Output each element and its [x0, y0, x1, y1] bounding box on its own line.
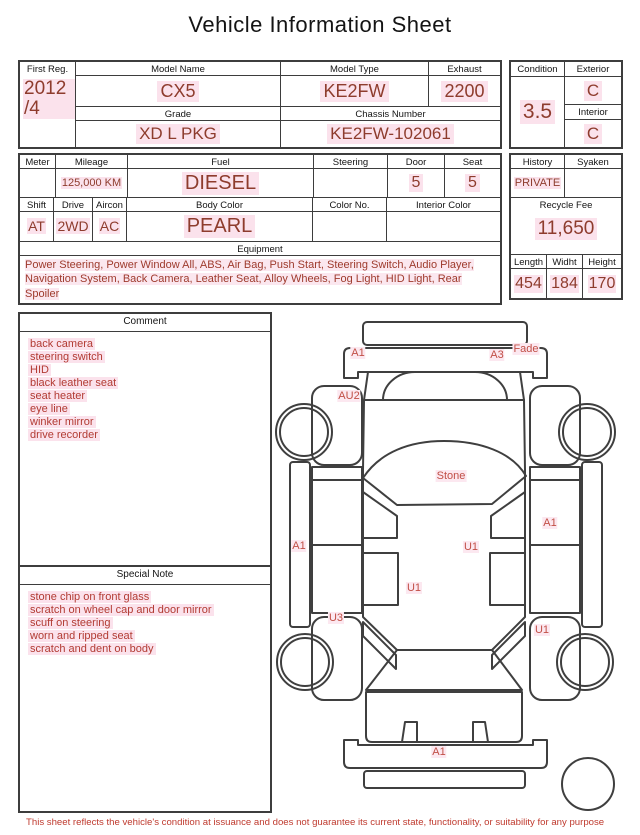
damage-label: Stone — [436, 470, 466, 482]
height-label: Height — [588, 257, 616, 268]
color-no-value — [313, 212, 387, 240]
comment-label: Comment — [20, 314, 270, 332]
model-name-value: CX5 — [76, 76, 281, 106]
condition-box — [509, 60, 623, 149]
drive-label: Drive — [54, 198, 93, 211]
width-label: Widht — [547, 255, 583, 268]
comment-item: back camera — [30, 338, 93, 350]
comment-item: winker mirror — [30, 416, 94, 428]
chassis-number-value: KE2FW-102061 — [281, 121, 500, 147]
comment-item: black leather seat — [30, 377, 117, 389]
fuel-value: DIESEL — [128, 169, 314, 197]
body-color-value: PEARL — [127, 212, 313, 240]
meter-value — [20, 169, 56, 197]
recycle-fee-value: 11,650 — [511, 211, 621, 247]
history-box — [509, 153, 623, 300]
width-value: 184 — [547, 269, 583, 298]
identification-table — [18, 60, 502, 149]
mileage-label: Mileage — [56, 155, 128, 168]
door-label: Door — [388, 155, 445, 168]
seat-value: 5 — [445, 169, 500, 197]
damage-label: A1 — [292, 540, 306, 552]
damage-label: Fade — [513, 343, 539, 355]
model-name-label: Model Name — [76, 62, 281, 75]
syaken-label: Syaken — [577, 157, 609, 168]
damage-label: A1 — [543, 517, 557, 529]
damage-label: A3 — [490, 349, 504, 361]
equipment-label: Equipment — [20, 242, 500, 256]
comment-item: steering switch — [30, 351, 103, 363]
meter-label: Meter — [20, 155, 56, 168]
recycle-fee-label: Recycle Fee — [539, 200, 593, 211]
damage-label: U1 — [463, 541, 479, 553]
fuel-label: Fuel — [128, 155, 314, 168]
first-reg-label: First Reg. — [26, 64, 69, 75]
special-note-item: scratch and dent on body — [30, 643, 154, 655]
damage-label: A1 — [351, 347, 365, 359]
shift-label: Shift — [20, 198, 54, 211]
body-color-label: Body Color — [127, 198, 313, 211]
drive-value: 2WD — [54, 212, 93, 240]
exhaust-value: 2200 — [429, 76, 500, 106]
exterior-label: Exterior — [565, 62, 621, 77]
shift-value: AT — [20, 212, 54, 240]
interior-label: Interior — [565, 105, 621, 120]
spec-table — [18, 153, 502, 305]
comment-item: eye line — [30, 403, 68, 415]
exterior-value: C — [565, 77, 621, 105]
aircon-label: Aircon — [93, 198, 127, 211]
model-type-label: Model Type — [281, 62, 429, 75]
history-value: PRIVATE — [511, 169, 565, 197]
grade-value: XD L PKG — [76, 121, 281, 147]
length-value: 454 — [511, 269, 547, 298]
length-label: Length — [511, 255, 547, 268]
equipment-value: Power Steering, Power Window All, ABS, Air Bag, Push Start, Steering Switch, Audio Player, Navigation System, Back Camera, Leather Seat, Alloy Wheels, Fog Light, HID Light, Rear Spoiler — [25, 258, 474, 300]
page-title: Vehicle Information Sheet — [188, 12, 452, 37]
door-value: 5 — [388, 169, 445, 197]
interior-color-value — [387, 212, 500, 240]
mileage-value: 125,000 KM — [56, 169, 128, 197]
damage-label: U3 — [328, 612, 344, 624]
damage-label: AU2 — [338, 390, 360, 402]
recycle-fee-cell — [511, 198, 621, 255]
condition-value: 3.5 — [511, 77, 564, 147]
comment-list — [20, 332, 270, 442]
chassis-number-label: Chassis Number — [355, 109, 426, 120]
disclaimer-text: This sheet reflects the vehicle's condition at issuance and does not guarantee its current state, functionality, or suitability for any purpose — [26, 817, 605, 828]
seat-label: Seat — [462, 157, 483, 168]
first-reg-cell — [20, 62, 76, 147]
exhaust-label: Exhaust — [447, 64, 482, 75]
special-note-box — [18, 565, 272, 813]
syaken-value — [565, 169, 621, 197]
car-outline-drawing — [270, 310, 640, 815]
damage-label: A1 — [432, 746, 446, 758]
aircon-value: AC — [93, 212, 127, 240]
special-note-item: worn and ripped seat — [30, 630, 133, 642]
grade-label: Grade — [76, 107, 281, 120]
history-label: History — [511, 155, 565, 168]
special-note-label: Special Note — [20, 567, 270, 585]
special-note-item: scratch on wheel cap and door mirror — [30, 604, 212, 616]
interior-color-label: Interior Color — [416, 200, 471, 212]
height-value: 170 — [588, 274, 616, 292]
special-note-item: scuff on steering — [30, 617, 111, 629]
interior-value: C — [565, 120, 621, 147]
color-no-label: Color No. — [313, 198, 387, 211]
steering-label: Steering — [314, 155, 388, 168]
condition-label: Condition — [511, 62, 564, 77]
special-note-item: stone chip on front glass — [30, 591, 150, 603]
damage-label: U1 — [406, 582, 422, 594]
first-reg-value: 2012 /4 — [20, 79, 75, 119]
comment-item: drive recorder — [30, 429, 98, 441]
damage-label: U1 — [534, 624, 550, 636]
comment-box — [18, 312, 272, 567]
special-note-list — [20, 585, 270, 656]
comment-item: seat heater — [30, 390, 86, 402]
comment-item: HID — [30, 364, 49, 376]
model-type-value: KE2FW — [281, 76, 429, 106]
steering-value — [314, 169, 388, 197]
car-damage-diagram — [270, 310, 640, 815]
